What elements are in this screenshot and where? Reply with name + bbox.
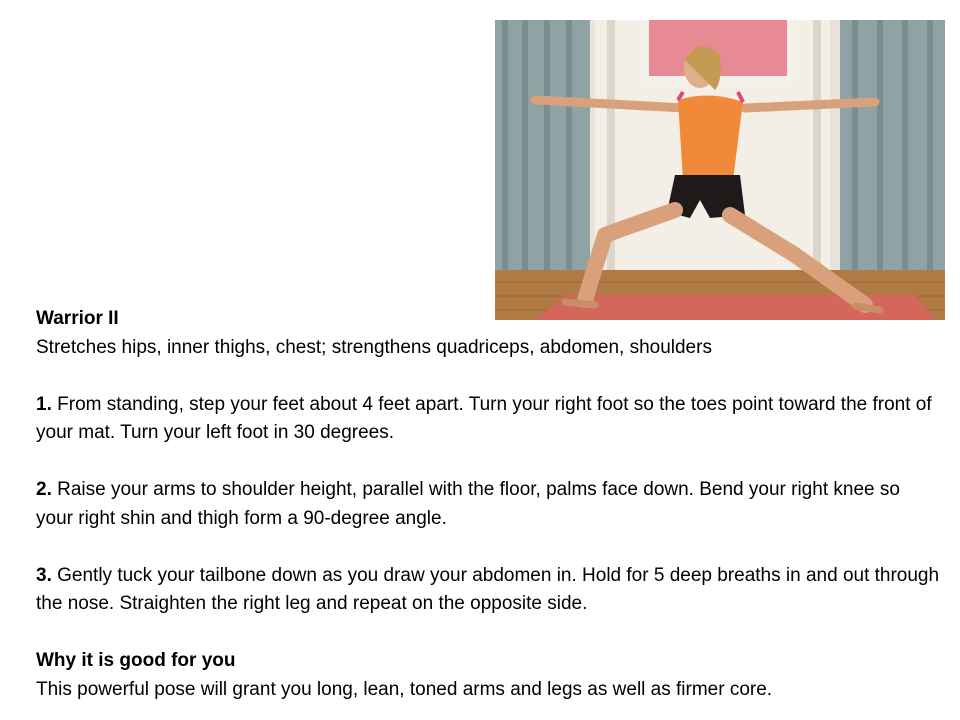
step-3-text: Gently tuck your tailbone down as you draw your abdomen in. Hold for 5 deep breaths in and out through the nose. Straighten the right leg and repeat on the opposite side. [36,564,940,614]
step-1 [36,391,941,448]
step-3 [36,562,941,619]
yoga-pose-photo [495,20,945,320]
step-2-number: 2. [36,479,52,500]
pose-description [36,305,941,704]
pose-title: Warrior II [36,308,119,329]
step-1-text: From standing, step your feet about 4 feet apart. Turn your right foot so the toes point toward the front of your mat. Turn your left foot in 30 degrees. [36,393,932,443]
step-2-text: Raise your arms to shoulder height, parallel with the floor, palms face down. Bend your right knee so your right shin and thigh form a 90-degree angle. [36,479,900,529]
step-3-number: 3. [36,564,52,586]
benefit-heading: Why it is good for you [36,650,236,671]
pose-summary: Stretches hips, inner thighs, chest; strengthens quadriceps, abdomen, shoulders [36,336,712,358]
step-2 [36,476,941,533]
yoga-warrior-ii-photo-icon [495,20,945,320]
benefit-text: This powerful pose will grant you long, lean, toned arms and legs as well as firmer core. [36,678,773,700]
step-1-number: 1. [36,393,52,415]
